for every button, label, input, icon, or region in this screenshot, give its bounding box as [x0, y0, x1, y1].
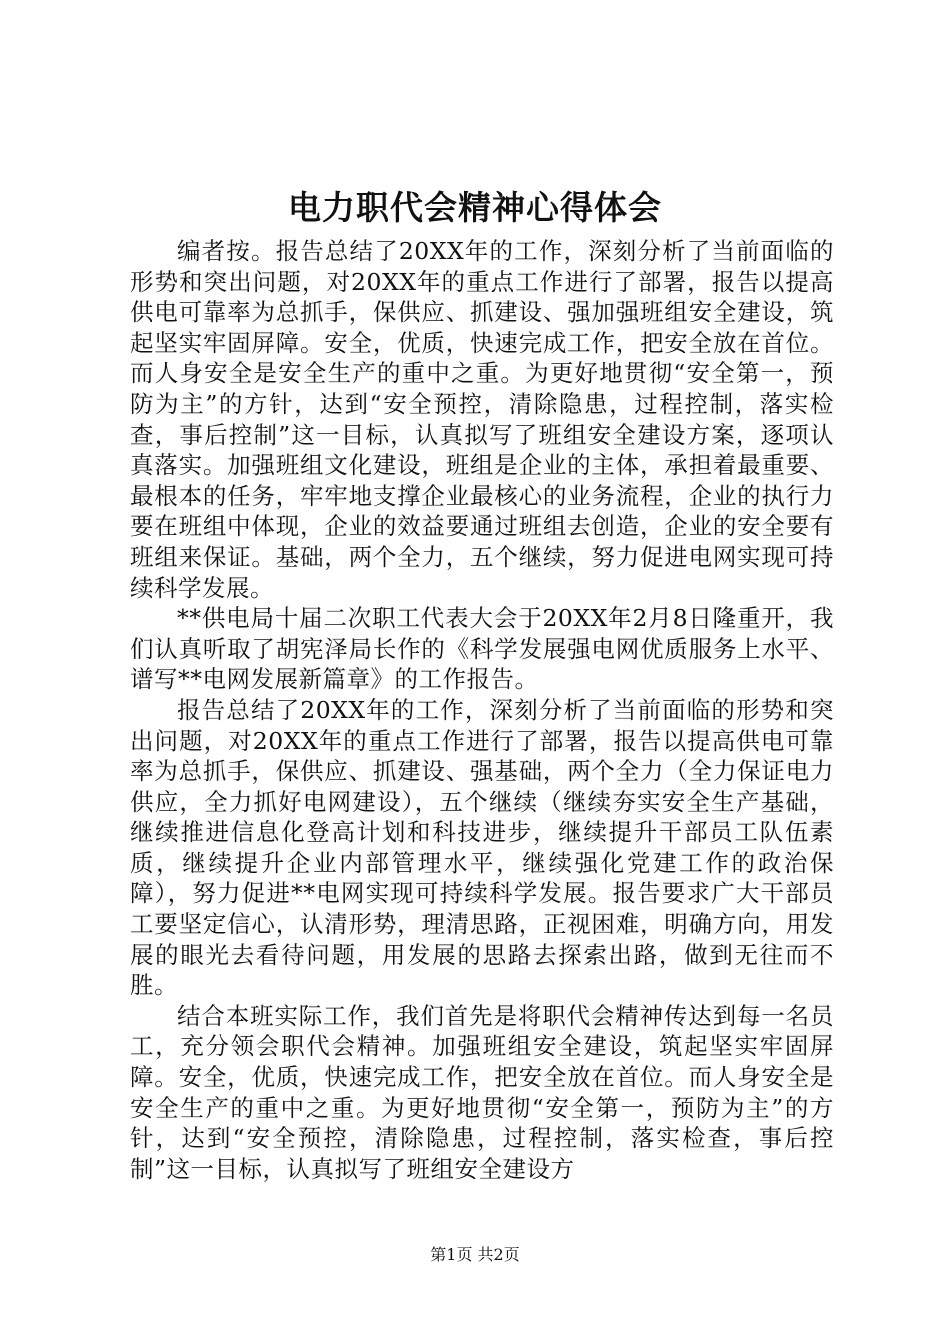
paragraph-editor-note: 编者按。报告总结了20XX年的工作，深刻分析了当前面临的形势和突出问题，对20XX年的重点工作进行了部署，报告以提高供电可靠率为总抓手，保供应、抓建设、强加强班组安全建设，筑起坚实牢固屏障。安全，优质，快速完成工作，把安全放在首位。而人身安全是安全生产的重中之重。为更好地贯彻“安全第一，预防为主”的方针，达到“安全预控，清除隐患，过程控制，落实检查，事后控制”这一目标，认真拟写了班组安全建设方案，逐项认真落实。加强班组文化建设，班组是企业的主体，承担着最重要、最根本的任务，牢牢地支撑企业最核心的业务流程，企业的执行力要在班组中体现，企业的效益要通过班组去创造，企业的安全要有班组来保证。基础，两个全力，五个继续，努力促进电网实现可持续科学发展。	[130, 237, 834, 602]
document-title: 电力职代会精神心得体会	[288, 188, 662, 227]
paragraph-team-practice: 结合本班实际工作，我们首先是将职代会精神传达到每一名员工，充分领会职代会精神。加强班组安全建设，筑起坚实牢固屏障。安全，优质，快速完成工作，把安全放在首位。而人身安全是安全生产的重中之重。为更好地贯彻“安全第一，预防为主”的方针，达到“安全预控，清除隐患，过程控制，落实检查，事后控制”这一目标，认真拟写了班组安全建设方	[130, 1001, 834, 1183]
document-body	[130, 236, 834, 1184]
paragraph-report-summary: 报告总结了20XX年的工作，深刻分析了当前面临的形势和突出问题，对20XX年的重点工作进行了部署，报告以提高供电可靠率为总抓手，保供应、抓建设、强基础，两个全力（全力保证电力供应，全力抓好电网建设），五个继续（继续夯实安全生产基础，继续推进信息化登高计划和科技进步，继续提升干部员工队伍素质，继续提升企业内部管理水平，继续强化党建工作的政治保障），努力促进**电网实现可持续科学发展。报告要求广大干部员工要坚定信心，认清形势，理清思路，正视困难，明确方向，用发展的眼光去看待问题，用发展的思路去探索出路，做到无往而不胜。	[130, 695, 834, 1000]
paragraph-congress-intro: **供电局十届二次职工代表大会于20XX年2月8日隆重开，我们认真听取了胡宪泽局长作的《科学发展强电网优质服务上水平、谱写**电网发展新篇章》的工作报告。	[130, 604, 834, 694]
page-number-footer: 第1页 共2页	[430, 1245, 520, 1264]
